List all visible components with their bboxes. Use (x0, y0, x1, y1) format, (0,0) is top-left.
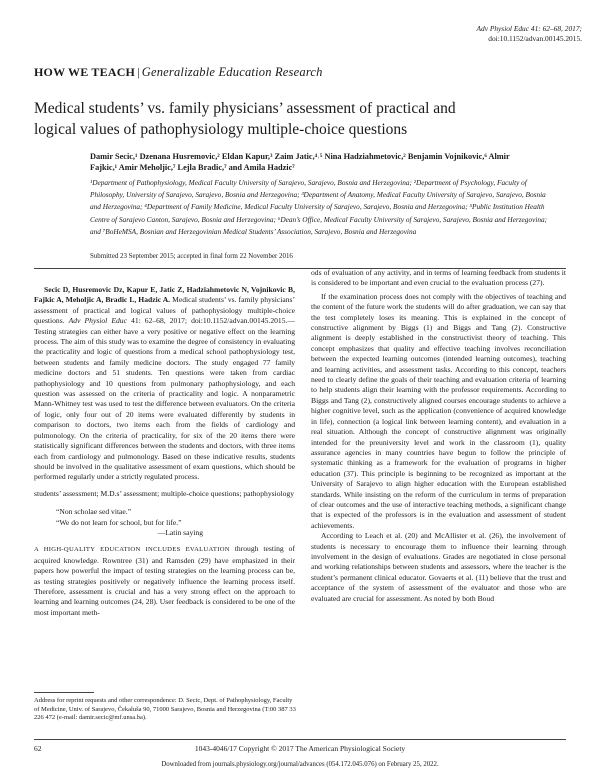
section-subtitle: Generalizable Education Research (141, 65, 323, 79)
footer-rule (34, 739, 566, 740)
abstract-body: Testing strategies can either have a very positive or negative effect on the learning process. The aim of this study was to examine the degree of consistency in evaluating the practicality and logic of questions from a medical school pathophysiology test, between students and family medicine doctors. The study engaged 77 family medicine doctors and 51 students. Ten questions were taken from cardiac pathophysiology and 10 questions from pulmonary pathophysiology, and each question was assessed on the criteria of practicality and logic. A nonparametric Mann-Whitney test was used to test the difference between evaluators. On the criteria of logic, only four out of 20 items were evaluated differently by students in comparison to doctors, two items each from the fields of cardiology and pulmonology. On the criteria of practicality, for six of the 20 items there were statistically significant differences between the students and doctors, with three items each from cardiology and pulmonology. Based on these indicative results, students should be involved in the qualitative assessment of exam questions, which should be performed regularly under a strictly regulated process. (34, 326, 295, 482)
intro-text: through testing of acquired knowledge. Rowntree (31) and Ramsden (29) have emphasized in their papers how powerful the impact of testing strategies on the learning process can be, as testing strategies positively or negatively influence the learning process itself. Therefore, assessment is crucial and has a very strong effect on the approach to learning and learning outcomes (24, 28). User feedback is considered to be one of the most important meth- (34, 544, 295, 617)
epigraph-attribution: —Latin saying (157, 527, 203, 537)
intro-lead: A HIGH-QUALITY EDUCATION INCLUDES EVALUATION (34, 546, 230, 554)
epigraph-line-2: “We do not learn for school, but for life.” (56, 517, 182, 527)
body-paragraph-3: According to Leach et al. (20) and McAllister et al. (26), the involvement of students is necessary to encourage them to influence their learning through involvement in the design of evaluations. Grades are negotiated in close personal and working relationships between students and assessors, where the teacher is the student’s permanent clinical educator. Govaerts et al. (11) believe that the trust and acceptance of the system of assessment of the evaluator and those who are evaluated are crucial for assessment. As noted by both Boud (311, 531, 566, 603)
right-column (311, 268, 566, 604)
body-paragraph-2: If the examination process does not comply with the objectives of teaching and the content of the future work the students will do after graduation, we can say that the test completely loses its meaning. This is explained in the concept of constructive alignment by Biggs (1) and Biggs and Tang (2). Constructive alignment is deeply established in the constructivist theory of teaching. This concept emphasizes that quality and effective teaching involves reconciliation between the expected learning outcomes (intended learning outcomes), teaching and learning activities, and assessment tasks. According to this concept, teachers need to clearly define the goals of their teaching and evaluation criteria of learning to help students align their learning with the professor requirements. According to Biggs and Tang (2), constructively aligned courses encourage students to achieve a higher cognitive level, such as the application (convenience of acquired knowledge in life), connection (a logical link between learning content), and evaluation in a real situation. Although the concept of constructive alignment was originally intended for the preuniversity level and work in the classroom (1), quality assurance agencies in many countries have begun to follow the principle of systematic thinking as a framework for the evaluation of programs in higher education (37). This principle is beginning to be recognized as important at the University of Sarajevo to align higher education with the European established standards. While insisting on the reform of the curriculum in terms of preparation of clear outcomes and the use of interactive teaching methods, a significant change that is expected of the professors is in the evaluation and assessment of student achievements. (311, 291, 566, 530)
copyright-line: 1043-4046/17 Copyright © 2017 The American Physiological Society (194, 744, 406, 753)
body-paragraph-1: ods of evaluation of any activity, and in terms of learning feedback from students it is considered to be important and even crucial to the evaluation process (27). (311, 268, 566, 288)
journal-citation (476, 24, 582, 44)
affiliations: ¹Department of Pathophysiology, Medical Faculty University of Sarajevo, Sarajevo, Bosnia and Herzegovina; ²Department of Psychology, Faculty of Philosophy, University of Sarajevo, Sarajevo, Bosnia and Herzegovina; ³Department of Anatomy, Medical Faculty University of Sarajevo, Sarajevo, Bosnia and Herzegovina; ⁴Department of Family Medicine, Medical Faculty University of Sarajevo, Sarajevo, Bosnia and Herzegovina; ⁵Public Institution Health Centre of Sarajevo Canton, Sarajevo, Bosnia and Herzegovina; ⁶Dean’s Office, Medical Faculty University of Sarajevo, Sarajevo, Bosnia and Herzegovina; and ⁷BoHeMSA, Bosnian and Herzegovinian Medical Students’ Association, Sarajevo, Bosnia and Herzegovina (90, 178, 548, 236)
section-separator: | (137, 65, 140, 79)
left-column (34, 285, 295, 618)
article-title: Medical students’ vs. family physicians’ assessment of practical and logical values of pathophysiology multiple-choice questions (34, 100, 456, 138)
section-heading (34, 65, 323, 80)
section-label: HOW WE TEACH (34, 65, 136, 79)
correspondence-footnote: Address for reprint requests and other correspondence: D. Secic, Dept. of Pathophysiology, Faculty of Medicine, Univ. of Sarajevo, Čekaluša 90, 71000 Sarajevo, Bosnia and Herzegovina (T:00 387 33 226 472 (e-mail: damir.secic@mf.unsa.ba). (34, 697, 296, 722)
journal-citation-line: Adv Physiol Educ 41: 62–68, 2017; (476, 24, 582, 33)
page-number: 62 (34, 744, 42, 753)
intro-paragraph (34, 544, 295, 618)
keywords: students’ assessment; M.D.s’ assessment; multiple-choice questions; pathophysiology (34, 488, 294, 498)
author-list: Damir Secic,¹ Dzenana Husremovic,² Eldan Kapur,³ Zaim Jatic,⁴˒⁵ Nina Hadziahmetovic,² Benjamin Vojnikovic,⁶ Almir Fajkic,¹ Amir Meholjic,⁷ Lejla Bradic,⁷ and Amila Hadzic⁷ (90, 152, 510, 172)
abstract-citation-journal: Adv Physiol Educ (68, 316, 127, 326)
abstract (34, 285, 295, 483)
abstract-citation-rest: 41: 62–68, 2017; doi:10.1152/advan.00145.2015.— (126, 316, 295, 326)
download-notice: Downloaded from journals.physiology.org/journal/advances (054.172.045.076) on February 25, 2022. (161, 761, 439, 768)
epigraph-line-1: “Non scholae sed vitae.” (56, 507, 132, 517)
abstract-citation-title: Medical students’ vs. family physicians’ assessment of practical and logical values of pathophysiology multiple-choice questions. (34, 295, 295, 326)
submission-dates: Submitted 23 September 2015; accepted in final form 22 November 2016 (90, 253, 293, 260)
footnote-rule (34, 692, 94, 693)
journal-doi: doi:10.1152/advan.00145.2015. (488, 34, 582, 43)
abstract-citation-authors: Secic D, Husremovic Dz, Kapur E, Jatic Z, Hadziahmetovic N, Vojnikovic B, Fajkic A, Meholjic A, Bradic L, Hadzic A. (34, 285, 295, 305)
